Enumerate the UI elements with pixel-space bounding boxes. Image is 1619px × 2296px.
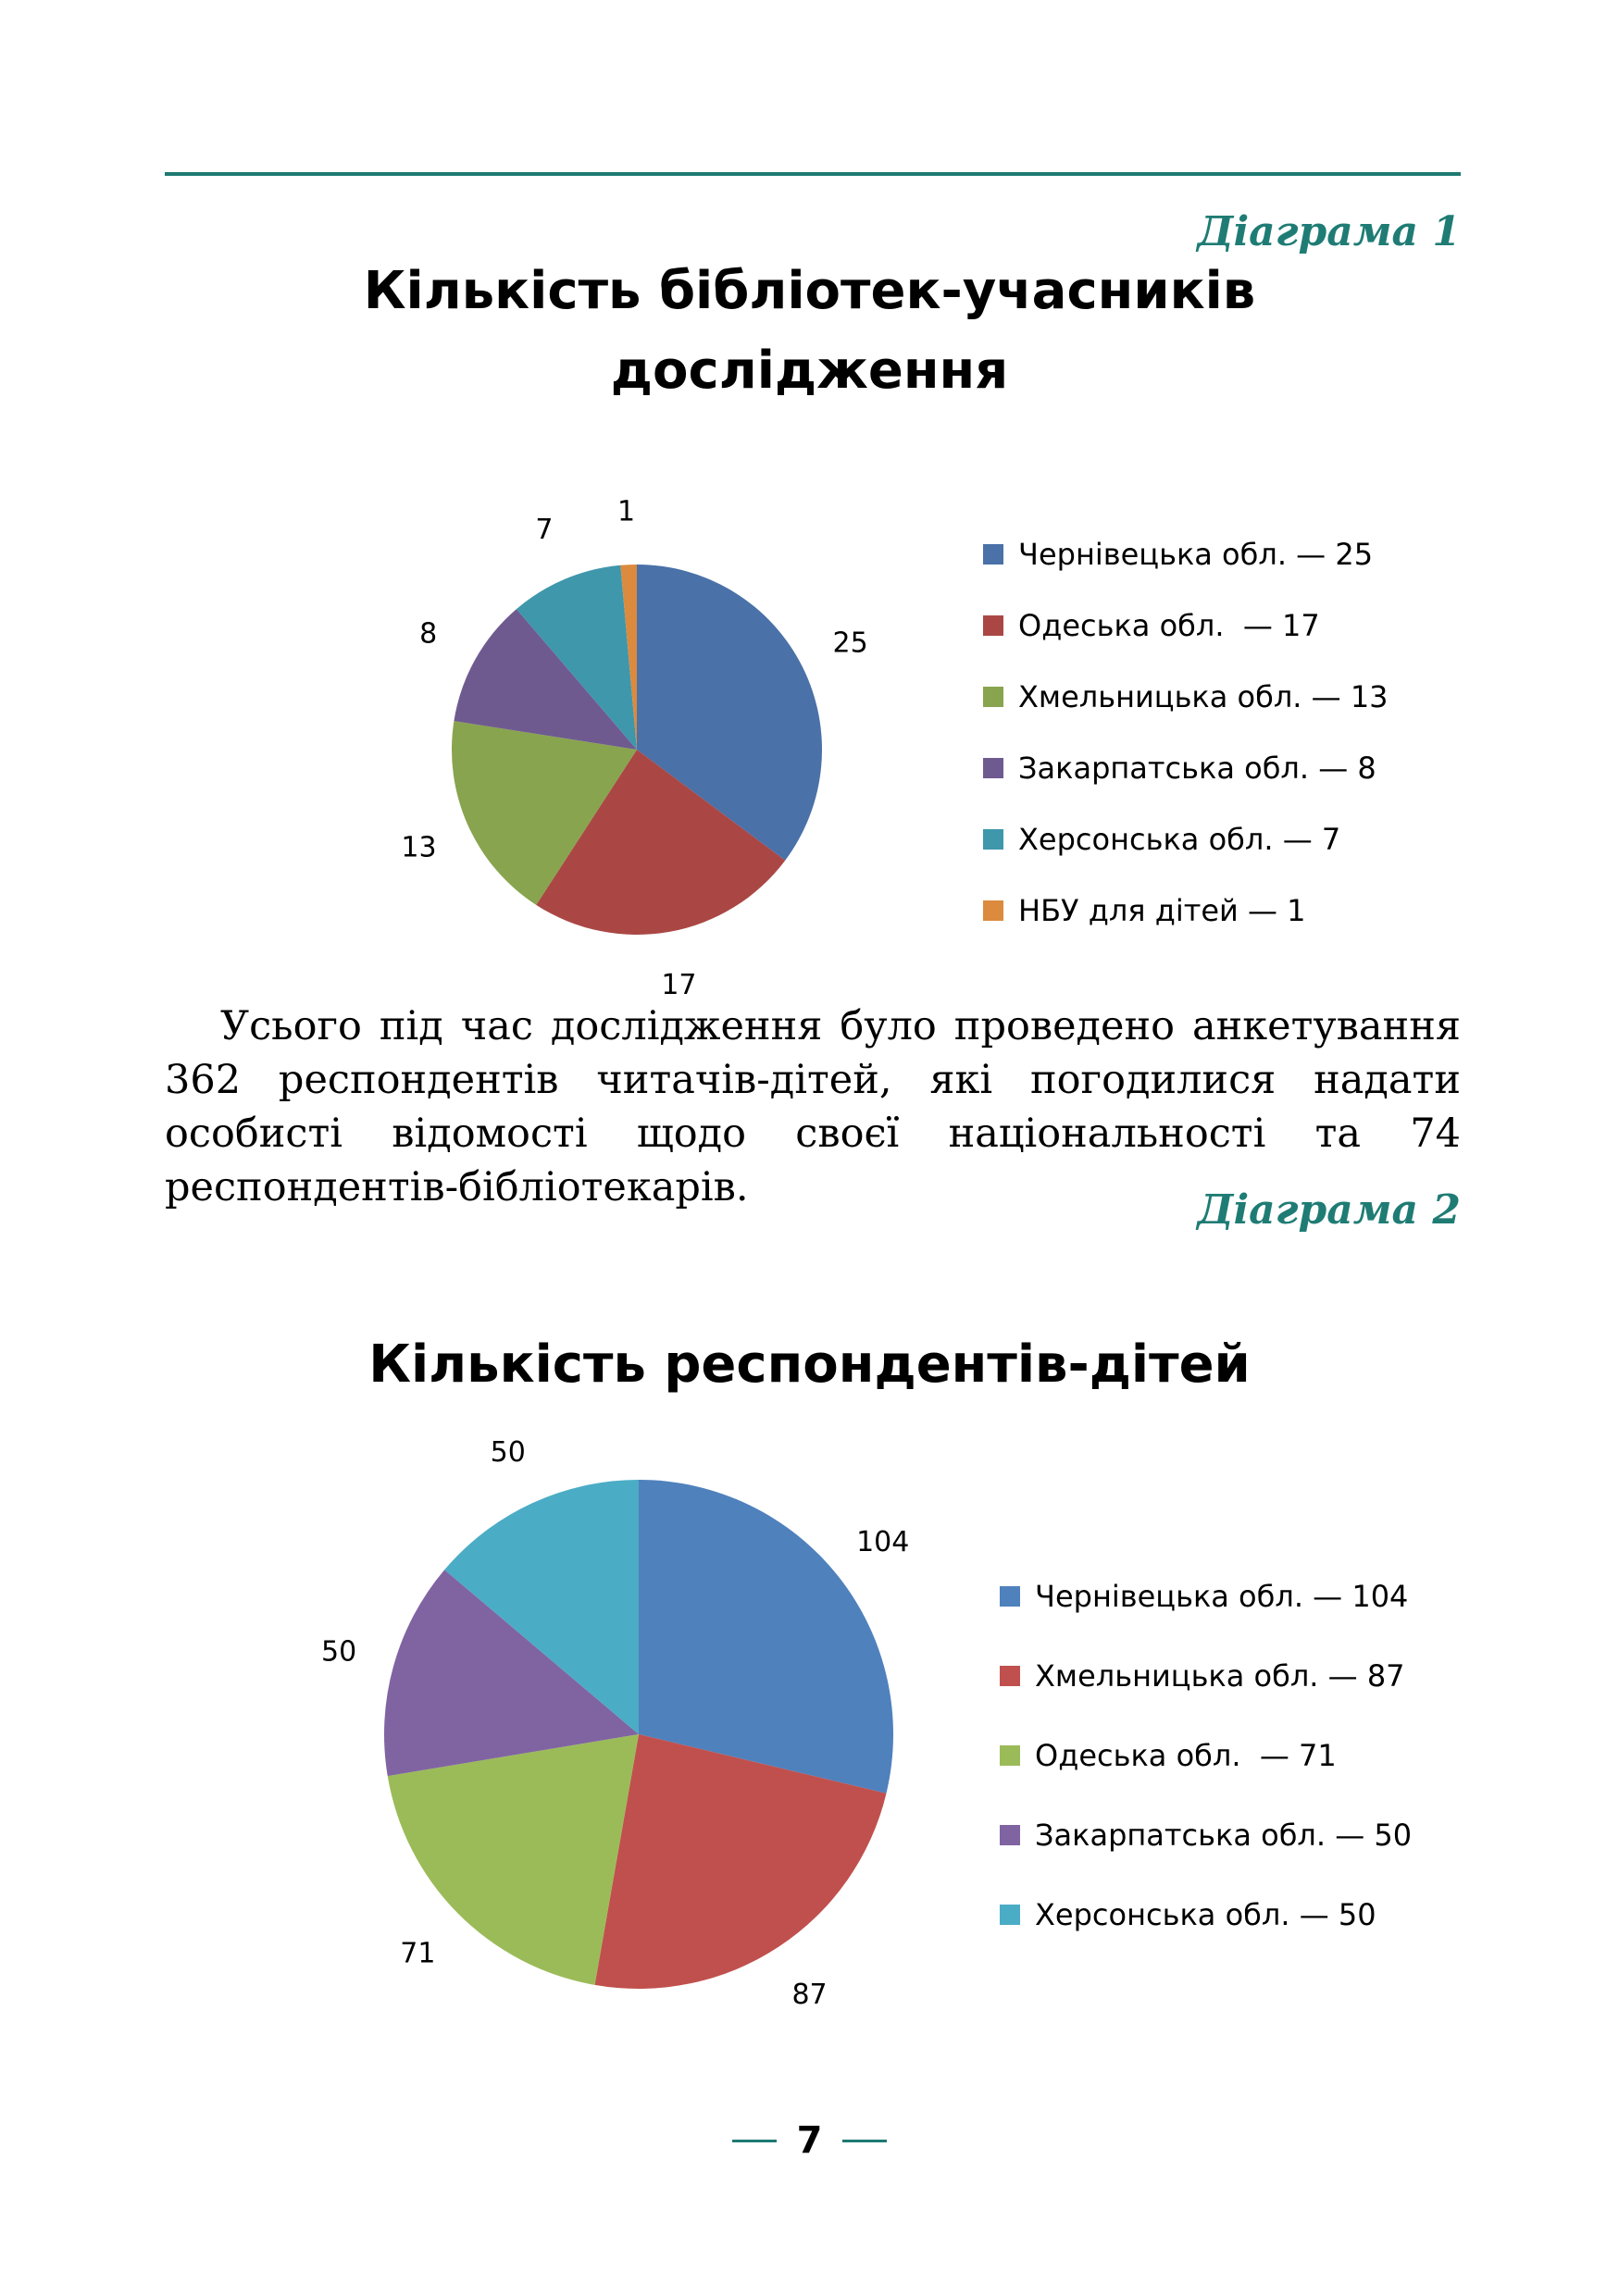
chart-1-title-line-2: дослідження	[610, 341, 1009, 401]
chart-2-legend-swatch-2	[1000, 1745, 1020, 1766]
page-footer	[0, 2119, 1619, 2162]
chart-2-legend-item-4	[1000, 1875, 1412, 1955]
body-paragraph: Усього під час дослідження було проведено анкетування 362 респондентів читачів-дітей, які погодилися надати особисті відомості щодо своєї національності та 74 респондентів-бібліотекарів.	[165, 1003, 1461, 1210]
chart-1-data-label-5: 1	[617, 495, 636, 528]
chart-2-legend-swatch-4	[1000, 1905, 1020, 1925]
chart-1-data-label-4: 7	[535, 514, 554, 547]
diagram-1-label: Діаграма 1	[1197, 208, 1461, 255]
chart-2-title-text: Кількість респондентів-дітей	[368, 1334, 1251, 1395]
chart-1-data-label-3: 8	[419, 617, 438, 651]
chart-2-legend-item-2	[1000, 1716, 1412, 1795]
chart-1-legend-label-0: Чернівецька обл. — 25	[1018, 536, 1374, 572]
chart-2-data-label-2: 71	[400, 1937, 436, 1970]
chart-2-legend-label-2: Одеська обл. — 71	[1035, 1738, 1337, 1773]
chart-2-legend-label-4: Херсонська обл. — 50	[1035, 1897, 1376, 1932]
chart-2-data-label-3: 50	[320, 1635, 357, 1669]
chart-2-legend-item-0	[1000, 1557, 1412, 1636]
chart-2-data-label-0: 104	[856, 1525, 910, 1558]
chart-1-title-line-1: Кількість бібліотек-учасників	[363, 261, 1256, 321]
chart-2-data-label-1: 87	[791, 1978, 828, 2011]
chart-2-legend-label-1: Хмельницька обл. — 87	[1035, 1658, 1405, 1694]
chart-2-legend-label-3: Закарпатська обл. — 50	[1035, 1818, 1413, 1853]
chart-2-legend-swatch-1	[1000, 1666, 1020, 1686]
chart-1-data-label-2: 13	[401, 831, 437, 864]
chart-1-data-label-1: 17	[661, 968, 697, 1001]
page-number: 7	[796, 2119, 823, 2162]
diagram-2-label: Діаграма 2	[1197, 1186, 1461, 1234]
chart-2-data-label-4: 50	[490, 1436, 526, 1470]
chart-1-legend-label-5: НБУ для дітей — 1	[1018, 892, 1306, 928]
chart-2-legend-swatch-3	[1000, 1825, 1020, 1845]
chart-1-data-label-0: 25	[832, 627, 868, 660]
chart-2-legend-swatch-0	[1000, 1586, 1020, 1607]
chart-1-legend-label-4: Херсонська обл. — 7	[1018, 821, 1341, 857]
chart-2-legend-item-3	[1000, 1795, 1412, 1875]
footer-dash-right	[842, 2140, 887, 2142]
chart-2-legend-item-1	[1000, 1636, 1412, 1716]
chart-2-legend-label-0: Чернівецька обл. — 104	[1035, 1579, 1409, 1614]
chart-1-legend-label-3: Закарпатська обл. — 8	[1018, 750, 1376, 786]
legend-2	[1000, 1557, 1412, 1955]
chart-1-legend-label-1: Одеська обл. — 17	[1018, 607, 1320, 643]
footer-dash-left	[732, 2140, 777, 2142]
chart-1-legend-label-2: Хмельницька обл. — 13	[1018, 678, 1389, 714]
